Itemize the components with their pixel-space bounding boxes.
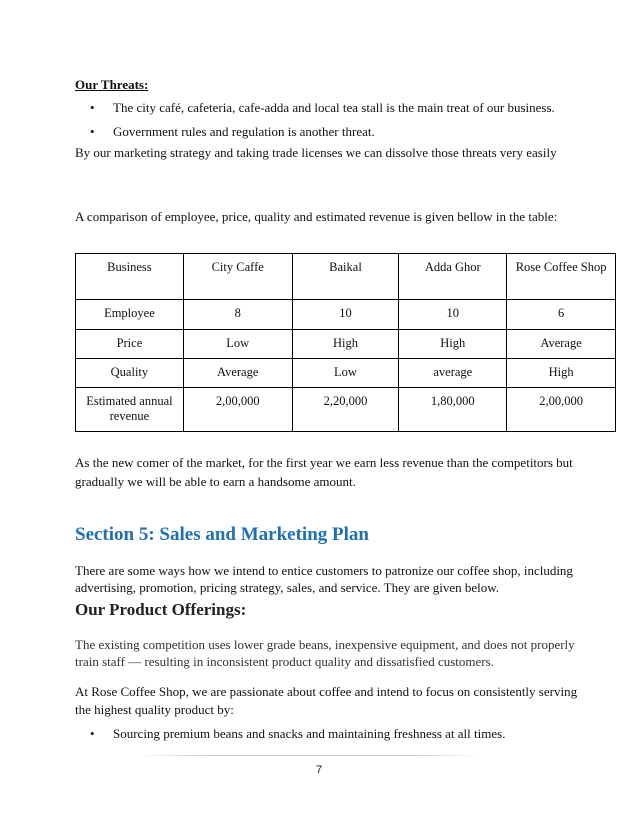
table-cell: Low: [183, 330, 292, 359]
comparison-table: [75, 253, 616, 432]
section-heading: Section 5: Sales and Marketing Plan: [75, 524, 369, 545]
bullet-icon: •: [90, 726, 95, 741]
table-cell: Quality: [76, 359, 184, 388]
passion-line-2: the highest quality product by:: [75, 702, 234, 717]
threats-heading: Our Threats:: [75, 77, 149, 92]
table-header-cell: Baikal: [292, 254, 399, 300]
table-row: [76, 388, 616, 432]
revenue-note-line-2: gradually we will be able to earn a handsome amount.: [75, 474, 356, 489]
revenue-note-line-1: As the new comer of the market, for the first year we earn less revenue than the competitors but: [75, 455, 573, 470]
table-cell: 1,80,000: [399, 388, 507, 432]
table-cell: 10: [292, 300, 399, 330]
table-header-cell: Business: [76, 254, 184, 300]
table-row: [76, 330, 616, 359]
threat-text: Government rules and regulation is another threat.: [113, 124, 375, 139]
table-cell: 2,20,000: [292, 388, 399, 432]
table-cell: Employee: [76, 300, 184, 330]
offerings-heading: Our Product Offerings:: [75, 600, 247, 619]
table-cell: 2,00,000: [507, 388, 616, 432]
table-cell: Average: [507, 330, 616, 359]
table-cell: Average: [183, 359, 292, 388]
table-cell: 10: [399, 300, 507, 330]
passion-line-1: At Rose Coffee Shop, we are passionate about coffee and intend to focus on consistently serving: [75, 684, 578, 699]
table-cell: Price: [76, 330, 184, 359]
table-cell: 8: [183, 300, 292, 330]
table-cell: High: [507, 359, 616, 388]
competition-line-1: The existing competition uses lower grade beans, inexpensive equipment, and does not properly: [75, 637, 575, 652]
section-intro-line-2: advertising, promotion, pricing strategy, sales, and service. They are given below.: [75, 580, 500, 595]
table-cell: Low: [292, 359, 399, 388]
table-header-cell: Rose Coffee Shop: [507, 254, 616, 300]
table-header-cell: Adda Ghor: [399, 254, 507, 300]
table-header-cell: City Caffe: [183, 254, 292, 300]
table-header-row: [76, 254, 616, 300]
threat-text: The city café, cafeteria, cafe-adda and local tea stall is the main treat of our business.: [113, 100, 555, 115]
table-row: [76, 300, 616, 330]
table-cell: average: [399, 359, 507, 388]
table-cell: 6: [507, 300, 616, 330]
table-row: [76, 359, 616, 388]
page-number: 7: [315, 764, 323, 776]
threats-conclusion: By our marketing strategy and taking trade licenses we can dissolve those threats very easily: [75, 145, 557, 160]
table-cell: Estimated annual revenue: [76, 388, 184, 432]
competition-line-2: train staff — resulting in inconsistent product quality and dissatisfied customers.: [75, 654, 494, 669]
table-cell: High: [292, 330, 399, 359]
section-intro-line-1: There are some ways how we intend to entice customers to patronize our coffee shop, including: [75, 563, 573, 578]
table-cell: High: [399, 330, 507, 359]
comparison-intro: A comparison of employee, price, quality and estimated revenue is given bellow in the table:: [75, 209, 558, 224]
table-cell: 2,00,000: [183, 388, 292, 432]
footer-divider: [140, 755, 480, 756]
offering-text: Sourcing premium beans and snacks and maintaining freshness at all times.: [113, 726, 506, 741]
bullet-icon: •: [90, 124, 95, 139]
bullet-icon: •: [90, 100, 95, 115]
